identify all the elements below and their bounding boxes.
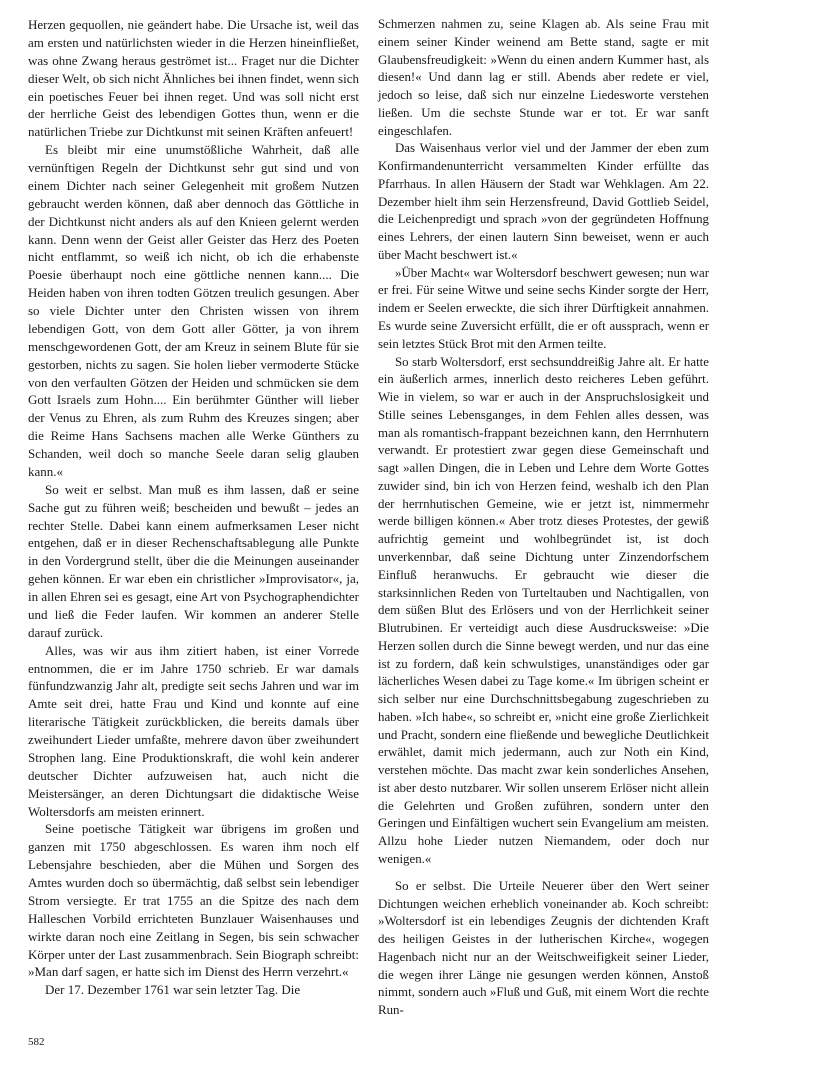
paragraph: Seine poetische Tätigkeit war übrigens im großen und ganzen mit 1750 abgeschlossen. Es waren ihm noch elf Lebensjahre beschieden, aber die Mühen und Sorgen des Amtes wurden doch so übermächtig, daß selbst sein lebendiger Strom versiegte. Er trat 1755 an die Spitze des nach dem Halleschen Vorbild errichteten Bunzlauer Waisenhauses und wirkte daran noch eine Zeitlang in Segen, bis sein schwacher Körper unter der Last zusammenbrach. Sein Biograph schreibt: »Man darf sagen, er hatte sich im Dienst des Herrn verzehrt.« [28,821,359,980]
left-text-column [28,16,359,999]
paragraph: So weit er selbst. Man muß es ihm lassen, daß er seine Sache gut zu führen weiß; bescheiden und bewußt – jedes an rechter Stelle. Dabei kann einem aufmerksamen Leser nicht entgehen, daß er in dieser Rechenschaftsablegung alle Punkte in den Vordergrund stellt, über die die Meinungen auseinander gehen können. Er war eben ein christlicher »Improvisator«, ja, in allen Ehren sei es gesagt, eine Art von Psychographendichter und ließ die Feder laufen. Wir kommen an anderer Stelle darauf zurück. [28,481,359,640]
paragraph: Alles, was wir aus ihm zitiert haben, ist einer Vorrede entnommen, die er im Jahre 1750 schrieb. Er war damals fünfundzwanzig Jahr alt, predigte seit sechs Jahren und war im Amte seit drei, hatte Frau und Kind und konnte auf eine literarische Tätigkeit zurückblicken, die bereits damals über zweihundert Lieder umfaßte, mehrere davon über zweihundert Strophen lang. Eine Produktionskraft, die wohl kein anderer deutscher Dichter aufzuweisen hat, auch nicht die Meistersänger, an deren Dichtungsart die didaktische Weise Woltersdorfs am meisten erinnert. [28,642,359,819]
paragraph: So er selbst. Die Urteile Neuerer über den Wert seiner Dichtungen weichen erheblich voneinander ab. Koch schreibt: »Woltersdorf ist ein lebendiges Zeugnis der dichtenden Kraft des heiligen Geistes in der lutherischen Kirche«, wogegen Hagenbach nicht nur an der Weitschweifigkeit seiner Lieder, die wegen ihrer Länge nie gesungen werden können, Anstoß nimmt, sondern auch »Fluß und Guß, mit einem Wort die rechte Run- [378,878,709,1018]
right-text-column [378,16,709,1020]
page-number: 582 [28,1036,45,1048]
paragraph: Herzen gequollen, nie geändert habe. Die Ursache ist, weil das am ersten und natürlichsten wieder in die Herzen hineinfließet, was ohne Zwang heraus geströmet ist... Fraget nur die Dichter dieser Welt, ob sich nicht Ähnliches bei ihnen findet, wenn sich ein poetisches Feuer bei ihnen reget. Und was soll nicht erst der herrliche Geist des lebendigen Gottes thun, wenn er die natürlichen Triebe zur Dichtkunst mit seinen Kräften anfeuert! [28,17,359,140]
paragraph: »Über Macht« war Woltersdorf beschwert gewesen; nun war er frei. Für seine Witwe und seine sechs Kinder sorgte der Herr, indem er Seelen erweckte, die sich ihrer Dürftigkeit annahmen. Es wurde seine Zuversicht erfüllt, die er oft aussprach, wenn er sein letztes Stück Brot mit den Armen teilte. [378,265,709,351]
paragraph: Das Waisenhaus verlor viel und der Jammer der eben zum Konfirmandenunterricht versammelten Kinder erfüllte das Pfarrhaus. In allen Häusern der Stadt war Wehklagen. Am 22. Dezember hielt ihm sein Herzensfreund, David Gottlieb Seidel, die Leichenpredigt und sprach »von der gegründeten Hoffnung eines Lehrers, der einen lautern Sinn beweiset, wenn er auch über Macht beschwert ist.« [378,141,709,262]
paragraph: So starb Woltersdorf, erst sechsunddreißig Jahre alt. Er hatte ein äußerlich armes, innerlich desto reicheres Leben geführt. Wie in vielem, so war er auch in der Anspruchslosigkeit und Stille seines Lebensganges, in dem Fehlen alles dessen, was man als romantisch-frappant bezeichnen kann, den Herrnhutern verwandt. Er protestiert zwar gegen diese Gemeinschaft und sagt »allen Dingen, die in Leben und Lehre dem Worte Gottes zuwider sind, bin ich von Herzen feind, weshalb ich den Plan der herrnhutischen Gemeine, wie er jetzt ist, nimmermehr werde billigen können.« Aber trotz dieses Protestes, der gewiß aufrichtig gemeint und wohlbegründet ist, ist doch unverkennbar, daß seine Dichtung unter Zinzendorfschem Einfluß heranwuchs. Er gebraucht wie dieser die starksinnlichen Reden von Turteltauben und Nachtigallen, von dem süßen Blut des Erlösers und von der Herrlichkeit seiner Blutrubinen. Er verteidigt auch diese Ausdrucksweise: »Die Herzen sollen durch die Sinne bewegt werden, und nur das eine ist zu fordern, daß kein schwulstiges, unanständiges oder gar lächerliches Wesen dabei zu Tage kome.« Im übrigen scheint er sich selber nur eine Durchschnittsbegabung zugeschrieben zu haben. »Ich habe«, so schreibt er, »nicht eine große Zierlichkeit und Pracht, sondern eine fließende und bewegliche Deutlichkeit erwählet, damit mich jedermann, auch zur Noth ein Kind, verstehen möchte. Das macht zwar kein sonderliches Ansehen, ist aber desto nutzbarer. Wir sollen unserem Erlöser nicht allein die Gelehrten und Großen zuführen, sondern unter den Geringen und Einfältigen wuchert sein Evangelium am meisten. Allzu hohe Lieder nutzen Niemandem, oder doch nur wenigen.« [378,354,709,866]
paragraph: Es bleibt mir eine unumstößliche Wahrheit, daß alle vernünftigen Regeln der Dichtkunst sehr gut sind und von einem Dichter nach seiner Gelegenheit mit großem Nutzen gebraucht werden können, daß aber dennoch das Göttliche in der Dichtkunst nicht anders als auf den Knieen gelernt werden kann. Denn wenn der Geist aller Geister das Herz des Poeten nicht entflammt, so weiß ich nicht, ob ich die erhabenste Poesie überhaupt noch eine göttliche nennen kann.... Die Heiden haben von ihren todten Götzen treulich gesungen. Aber so viele Dichter unter den Christen wissen von ihrem lebendigen Gott, von dem Gott aller Götter, ja von ihrem menschgewordenen Gott, der am Kreuz in seinem Blute für sie gestorben, nichts zu sagen. Sie holen lieber vermoderte Stücke von den verfaulten Götzen der Heiden und schmücken sie dem Gott Israels zum Hohn.... Ein berühmter Günther will lieber der Venus zu Ehren, als zum Ruhm des Kreuzes singen; aber die Reime Hans Sachsens machen alle Werke Günthers zu Schanden, weil doch so manche Seele daran selig glauben kann.« [28,142,359,479]
paragraph: Schmerzen nahmen zu, seine Klagen ab. Als seine Frau mit einem seiner Kinder weinend am Bette stand, sagte er mit Glaubensfreudigkeit: »Wenn du einen andern Kummer hast, als diesen!« Und dann lag er still. Abends aber redete er viel, jedoch so leise, daß sich nur einzelne Liedesworte verstehen ließen. Um die sechste Stunde war er tot. Er war sanft eingeschlafen. [378,17,709,138]
paragraph: Der 17. Dezember 1761 war sein letzter Tag. Die [45,982,301,998]
